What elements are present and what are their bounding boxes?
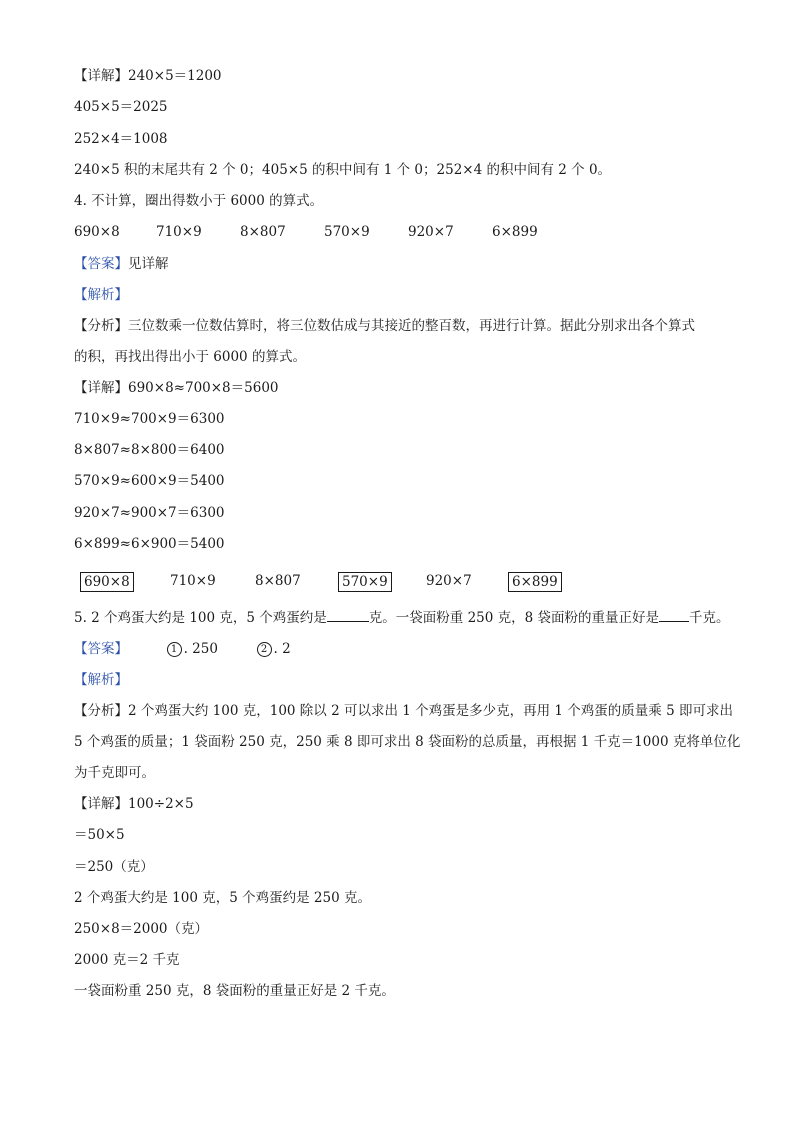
circled-number-2: 2 bbox=[257, 642, 272, 657]
expression: 8×807 bbox=[240, 224, 286, 240]
q3-detail-line-1: 【详解】240×5＝1200 bbox=[74, 68, 222, 84]
q4-detail-line-3: 8×807≈8×800＝6400 bbox=[74, 442, 225, 458]
q4-detail-line-6: 6×899≈6×900＝5400 bbox=[74, 536, 225, 552]
q3-detail-line-2: 405×5＝2025 bbox=[74, 99, 168, 115]
q4-detail-line-5: 920×7≈900×7＝6300 bbox=[74, 505, 225, 521]
q4-answer: 【答案】见详解 bbox=[74, 256, 169, 272]
expression: 690×8 bbox=[74, 224, 120, 240]
q5-answer: 【答案】 1 . 250 2 . 2 bbox=[74, 641, 291, 657]
q5-detail-line-1: 【详解】100÷2×5 bbox=[74, 796, 194, 812]
result-expression: 570×9 bbox=[338, 572, 392, 592]
detail-label: 【详解】 bbox=[74, 68, 128, 84]
expression: 6×899 bbox=[492, 224, 538, 240]
q3-detail-line-3: 252×4＝1008 bbox=[74, 131, 168, 147]
q5-detail-line-2: ＝50×5 bbox=[74, 827, 125, 843]
q5-analysis-label: 【解析】 bbox=[74, 672, 128, 688]
circled-number-1: 1 bbox=[167, 642, 182, 657]
answer-label: 【答案】 bbox=[74, 641, 128, 657]
expression: 920×7 bbox=[408, 224, 454, 240]
result-expression: 8×807 bbox=[255, 573, 301, 589]
expression: 710×9 bbox=[156, 224, 202, 240]
answer-blank-2 bbox=[659, 621, 689, 622]
fenxi-label: 【分析】 bbox=[74, 318, 128, 334]
q5-fenxi-line-1: 【分析】2 个鸡蛋大约 100 克，100 除以 2 可以求出 1 个鸡蛋是多少克，再用 1 个鸡蛋的质量乘 5 即可求出 bbox=[74, 703, 733, 719]
q4-detail-line-1: 【详解】690×8≈700×8＝5600 bbox=[74, 380, 279, 396]
answer-label: 【答案】 bbox=[74, 256, 128, 272]
q4-analysis-label: 【解析】 bbox=[74, 287, 128, 303]
q5-detail-line-3: ＝250（克） bbox=[74, 859, 154, 875]
q4-detail-line-2: 710×9≈700×9＝6300 bbox=[74, 411, 225, 427]
fenxi-label: 【分析】 bbox=[74, 703, 128, 719]
expression: 570×9 bbox=[324, 224, 370, 240]
q4-question: 4. 不计算，圈出得数小于 6000 的算式。 bbox=[74, 193, 324, 209]
q5-detail-line-5: 250×8＝2000（克） bbox=[74, 921, 209, 937]
result-expression: 6×899 bbox=[508, 572, 562, 592]
detail-label: 【详解】 bbox=[74, 796, 128, 812]
q4-fenxi-line-2: 的积，再找出得出小于 6000 的算式。 bbox=[74, 349, 306, 365]
q4-detail-line-4: 570×9≈600×9＝5400 bbox=[74, 473, 225, 489]
q5-question: 5. 2 个鸡蛋大约是 100 克，5 个鸡蛋约是 克。一袋面粉重 250 克，8 袋面粉的重量正好是 千克。 bbox=[74, 610, 730, 626]
q5-fenxi-line-3: 为千克即可。 bbox=[74, 765, 155, 781]
q4-fenxi-line-1: 【分析】三位数乘一位数估算时，将三位数估成与其接近的整百数，再进行计算。据此分别求出各个算式 bbox=[74, 318, 695, 334]
result-expression: 690×8 bbox=[80, 572, 134, 592]
q3-detail-line-4: 240×5 积的末尾共有 2 个 0；405×5 的积中间有 1 个 0；252×4 的积中间有 2 个 0。 bbox=[74, 162, 612, 178]
result-expression: 920×7 bbox=[426, 573, 472, 589]
answer-blank-1 bbox=[327, 621, 369, 622]
detail-label: 【详解】 bbox=[74, 380, 128, 396]
q5-fenxi-line-2: 5 个鸡蛋的质量；1 袋面粉 250 克，250 乘 8 即可求出 8 袋面粉的总质量，再根据 1 千克＝1000 克将单位化 bbox=[74, 734, 741, 750]
q5-detail-line-7: 一袋面粉重 250 克，8 袋面粉的重量正好是 2 千克。 bbox=[74, 983, 395, 999]
q5-detail-line-4: 2 个鸡蛋大约是 100 克，5 个鸡蛋约是 250 克。 bbox=[74, 890, 371, 906]
q5-detail-line-6: 2000 克＝2 千克 bbox=[74, 952, 180, 968]
result-expression: 710×9 bbox=[170, 573, 216, 589]
